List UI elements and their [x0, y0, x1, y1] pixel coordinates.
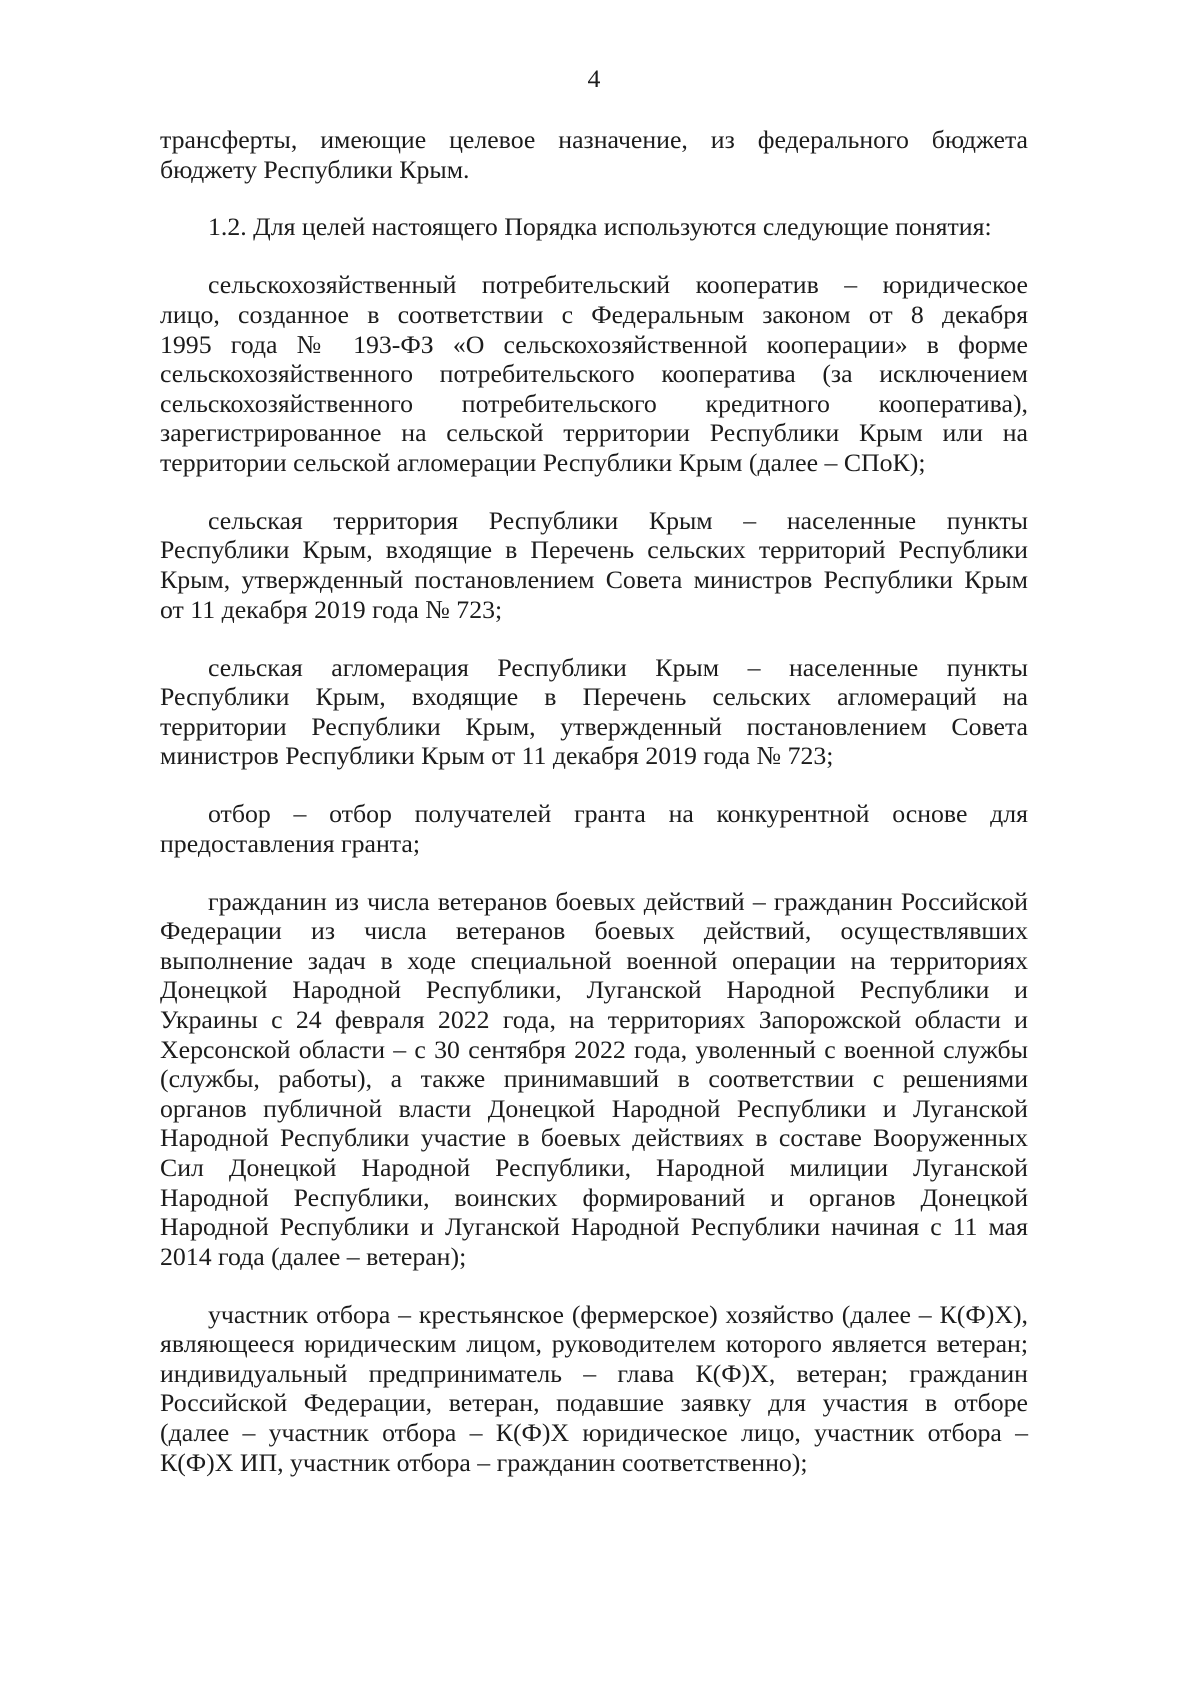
definition-selection — [160, 799, 1028, 858]
text-line: трансферты, имеющие целевое назначение, из федерального бюджета — [160, 125, 1028, 154]
text-line: предоставления гранта; — [160, 828, 420, 858]
text-line: Народной Республики, воинских формирований и органов Донецкой — [160, 1182, 1028, 1212]
text-line: К(Ф)Х ИП, участник отбора – гражданин соответственно); — [160, 1447, 808, 1477]
definition-rural-agglomeration — [160, 653, 1028, 771]
text-line: выполнение задач в ходе специальной военной операции на территориях — [160, 945, 1028, 975]
text-line: Крым, утвержденный постановлением Совета министров Республики Крым — [160, 565, 1028, 595]
definition-spok — [160, 270, 1028, 477]
text-line: 1.2. Для целей настоящего Порядка используются следующие понятия: — [208, 212, 992, 242]
text-line: сельскохозяйственного потребительского кредитного кооператива), — [160, 388, 1028, 418]
text-line: Донецкой Народной Республики, Луганской Народной Республики и — [160, 975, 1028, 1005]
text-line: Сил Донецкой Народной Республики, Народной милиции Луганской — [160, 1153, 1028, 1182]
text-line: бюджету Республики Крым. — [160, 154, 470, 184]
text-line: отбор – отбор получателей гранта на конкурентной основе для — [208, 799, 1028, 829]
text-line: Республики Крым, входящие в Перечень сельских территорий Республики — [160, 535, 1028, 565]
document-body — [160, 125, 1028, 1506]
text-line: 1995 года № 193-ФЗ «О сельскохозяйственной кооперации» в форме — [160, 329, 1028, 359]
text-line: сельская территория Республики Крым – населенные пункты — [208, 505, 1028, 535]
text-line: Народной Республики участие в боевых действиях в составе Вооруженных — [160, 1123, 1028, 1153]
text-line: территории Республики Крым, утвержденный постановлением Совета — [160, 711, 1028, 741]
paragraph-budget-transfers — [160, 125, 1028, 184]
text-line: министров Республики Крым от 11 декабря 2019 года № 723; — [160, 741, 834, 771]
text-line: 2014 года (далее – ветеран); — [160, 1241, 467, 1271]
text-line: (далее – участник отбора – К(Ф)Х юридическое лицо, участник отбора – — [160, 1418, 1028, 1448]
text-line: лицо, созданное в соответствии с Федеральным законом от 8 декабря — [160, 299, 1028, 329]
text-line: сельскохозяйственного потребительского кооператива (за исключением — [160, 359, 1028, 389]
text-line: зарегистрированное на сельской территории Республики Крым или на — [160, 418, 1028, 448]
text-line: индивидуальный предприниматель – глава К(Ф)Х, ветеран; гражданин — [160, 1358, 1028, 1388]
text-line: Российской Федерации, ветеран, подавшие заявку для участия в отборе — [160, 1388, 1028, 1418]
text-line: участник отбора – крестьянское (фермерское) хозяйство (далее – К(Ф)Х), — [208, 1299, 1028, 1329]
definition-rural-territory — [160, 506, 1028, 624]
page-number: 4 — [587, 64, 601, 93]
definition-selection-participant — [160, 1300, 1028, 1478]
text-line: сельская агломерация Республики Крым – населенные пункты — [208, 652, 1028, 682]
text-line: территории сельской агломерации Республики Крым (далее – СПоК); — [160, 447, 926, 477]
text-line: Украины с 24 февраля 2022 года, на территориях Запорожской области и — [160, 1005, 1028, 1035]
text-line: Федерации из числа ветеранов боевых действий, осуществлявших — [160, 916, 1028, 946]
text-line: (службы, работы), а также принимавший в соответствии с решениями — [160, 1064, 1028, 1094]
text-line: Народной Республики и Луганской Народной Республики начиная с 11 мая — [160, 1212, 1028, 1242]
definition-veteran — [160, 887, 1028, 1272]
text-line: гражданин из числа ветеранов боевых действий – гражданин Российской — [208, 886, 1028, 916]
text-line: Херсонской области – с 30 сентября 2022 года, уволенный с военной службы — [160, 1034, 1028, 1064]
text-line: сельскохозяйственный потребительский кооператив – юридическое — [208, 270, 1028, 300]
text-line: являющееся юридическим лицом, руководителем которого является ветеран; — [160, 1329, 1028, 1359]
text-line: от 11 декабря 2019 года № 723; — [160, 594, 503, 624]
text-line: органов публичной власти Донецкой Народной Республики и Луганской — [160, 1093, 1028, 1123]
paragraph-clause-1-2 — [160, 212, 1028, 242]
text-line: Республики Крым, входящие в Перечень сельских агломераций на — [160, 682, 1028, 712]
